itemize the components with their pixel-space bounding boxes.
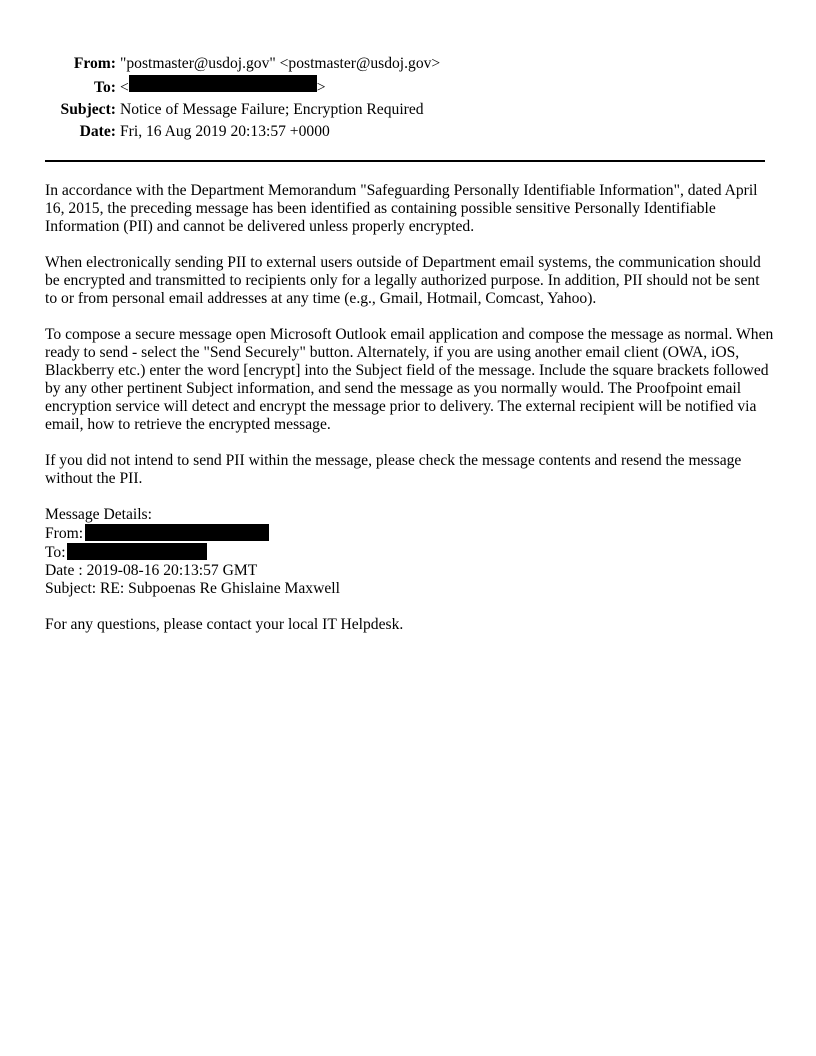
details-to-label: To: [45,544,66,561]
header-from-value: "postmaster@usdoj.gov" <postmaster@usdoj.gov> [120,55,441,72]
body-paragraph: When electronically sending PII to external users outside of Department email systems, the communication should be encrypted and transmitted to recipients only for a legally authorized purpose. In addition, PII should not be sent to or from personal email addresses at any time (e.g., Gmail, Hotmail, Comcast, Yahoo). [45,254,761,307]
body-paragraph: To compose a secure message open Microsoft Outlook email application and compose the message as normal. When ready to send - select the "Send Securely" button. Alternately, if you are using another email client (OWA, iOS, Blackberry etc.) enter the word [encrypt] into the Subject field of the message. Include the square brackets followed by any other pertinent Subject information, and send the message as you normally would. The Proofpoint email encryption service will detect and encrypt the message prior to delivery. The external recipient will be notified via email, how to retrieve the encrypted message. [45,326,774,433]
details-from-redaction [85,524,269,541]
message-body [45,182,775,652]
header-subject-label: Subject: [60,101,116,118]
header-to-redaction [129,75,317,92]
header-to-label: To: [94,79,116,96]
header-divider [45,160,765,162]
header-to-prefix: < [120,79,129,96]
details-to-redaction [67,543,207,560]
message-details [45,506,775,598]
header-date-label: Date: [79,123,116,140]
header-subject-row [40,99,440,121]
email-header [40,53,440,143]
header-to-row [40,75,440,99]
header-subject-value: Notice of Message Failure; Encryption Required [120,101,424,118]
header-from-label: From: [73,55,116,72]
details-heading: Message Details: [45,506,152,523]
body-paragraph: If you did not intend to send PII within the message, please check the message contents and resend the message without the PII. [45,452,742,487]
details-from-label: From: [45,525,84,542]
header-from-row [40,53,440,75]
closing-line: For any questions, please contact your local IT Helpdesk. [45,616,404,633]
details-to-row [45,543,775,562]
header-to-suffix: > [316,79,326,96]
details-subject: Subject: RE: Subpoenas Re Ghislaine Maxwell [45,580,340,597]
details-from-row [45,524,775,543]
header-date-value: Fri, 16 Aug 2019 20:13:57 +0000 [120,123,330,140]
details-date: Date : 2019-08-16 20:13:57 GMT [45,562,258,579]
header-date-row [40,121,440,143]
body-paragraph: In accordance with the Department Memorandum "Safeguarding Personally Identifiable Information", dated April 16, 2015, the preceding message has been identified as containing possible sensitive Personally Identifiable Information (PII) and cannot be delivered unless properly encrypted. [45,182,758,235]
